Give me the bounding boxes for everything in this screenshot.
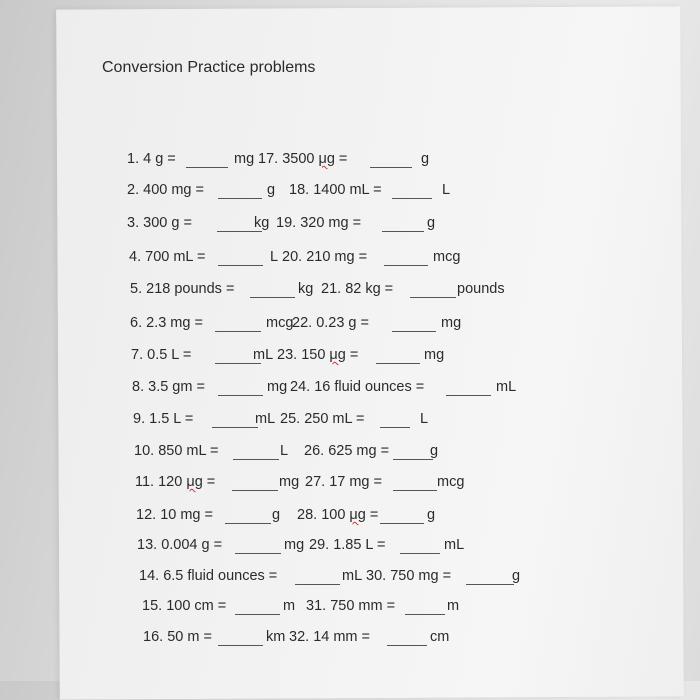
problem-value: 3500	[282, 151, 315, 167]
left-problem	[130, 315, 203, 331]
target-unit: mcg	[266, 315, 294, 331]
left-problem	[143, 629, 212, 645]
answer-blank[interactable]	[218, 394, 263, 396]
target-unit: pounds	[457, 281, 505, 297]
right-problem	[276, 215, 361, 231]
problem-row	[0, 182, 700, 200]
problem-value: 0.5 L =	[147, 347, 192, 363]
answer-blank[interactable]	[235, 552, 281, 554]
right-problem	[289, 182, 382, 198]
problem-number: 13.	[137, 537, 162, 553]
problem-row	[0, 598, 700, 616]
answer-blank[interactable]	[370, 166, 412, 168]
problem-value: 300 g =	[143, 215, 192, 231]
problem-value: 150	[301, 347, 326, 363]
problem-row	[0, 379, 700, 397]
right-problem	[306, 598, 395, 614]
problem-number: 6.	[130, 315, 147, 331]
problem-number: 9.	[133, 411, 150, 427]
problem-number: 19.	[276, 215, 301, 231]
answer-blank[interactable]	[384, 264, 428, 266]
target-unit: mL	[255, 411, 276, 427]
equals-sign: =	[202, 474, 216, 490]
problem-row	[0, 568, 700, 586]
problem-number: 17.	[258, 151, 283, 167]
right-problem	[290, 379, 424, 395]
target-unit: mg	[424, 347, 445, 363]
target-unit: g	[421, 151, 430, 167]
problem-value: 400 mg =	[143, 182, 204, 198]
right-problem	[297, 507, 378, 523]
problem-value: 850 mL =	[158, 443, 219, 459]
answer-blank[interactable]	[405, 613, 445, 615]
problem-row	[0, 507, 700, 525]
equals-sign: =	[334, 151, 348, 167]
problem-value: 0.004 g =	[161, 537, 223, 553]
microgram-unit: μg	[329, 347, 346, 363]
right-problem	[304, 443, 389, 459]
problem-value: 50 m =	[167, 629, 212, 645]
target-unit: g	[427, 215, 436, 231]
problem-value: 250 mL =	[304, 411, 365, 427]
answer-blank[interactable]	[218, 644, 263, 646]
left-problem	[129, 249, 205, 265]
problem-value: 120	[158, 474, 183, 490]
target-unit: g	[512, 568, 521, 584]
problem-number: 18.	[289, 182, 314, 198]
right-problem	[366, 568, 451, 584]
right-problem	[277, 347, 358, 363]
left-problem	[139, 568, 277, 584]
target-unit: g	[272, 507, 281, 523]
target-unit: mg	[234, 151, 255, 167]
answer-blank[interactable]	[218, 264, 263, 266]
right-problem	[292, 315, 369, 331]
answer-blank[interactable]	[250, 296, 295, 298]
problem-number: 25.	[280, 411, 305, 427]
target-unit: g	[267, 182, 276, 198]
target-unit: g	[430, 443, 439, 459]
answer-blank[interactable]	[225, 522, 271, 524]
target-unit: km	[266, 629, 286, 645]
problem-row	[0, 411, 700, 429]
problem-row	[0, 215, 700, 233]
problem-value: 17 mg =	[329, 474, 382, 490]
problem-number: 4.	[129, 249, 146, 265]
problem-value: 0.23 g =	[316, 315, 369, 331]
problem-row	[0, 443, 700, 461]
problem-row	[0, 151, 700, 169]
problem-number: 14.	[139, 568, 164, 584]
right-problem	[305, 474, 382, 490]
target-unit: mcg	[433, 249, 461, 265]
answer-blank[interactable]	[232, 489, 278, 491]
answer-blank[interactable]	[218, 197, 262, 199]
target-unit: mL	[444, 537, 465, 553]
answer-blank[interactable]	[393, 458, 433, 460]
problem-value: 1.5 L =	[149, 411, 194, 427]
left-problem	[130, 281, 234, 297]
problem-value: 3.5 gm =	[148, 379, 205, 395]
right-problem	[309, 537, 385, 553]
problem-number: 27.	[305, 474, 330, 490]
answer-blank[interactable]	[446, 394, 491, 396]
right-problem	[282, 249, 367, 265]
problem-number: 32.	[289, 629, 314, 645]
target-unit: cm	[430, 629, 450, 645]
problem-number: 3.	[127, 215, 144, 231]
right-problem	[258, 151, 347, 167]
answer-blank[interactable]	[410, 296, 456, 298]
left-problem	[127, 182, 204, 198]
problem-value: 6.5 fluid ounces =	[163, 568, 278, 584]
target-unit: L	[280, 443, 289, 459]
answer-blank[interactable]	[380, 522, 424, 524]
problem-number: 8.	[132, 379, 149, 395]
answer-blank[interactable]	[466, 583, 514, 585]
problem-value: 625 mg =	[328, 443, 390, 459]
problem-number: 11.	[135, 474, 159, 490]
answer-blank[interactable]	[295, 583, 340, 585]
target-unit: mg	[284, 537, 305, 553]
problem-value: 2.3 mg =	[146, 315, 203, 331]
problem-value: 1400 mL =	[313, 182, 382, 198]
answer-blank[interactable]	[382, 230, 424, 232]
target-unit: kg	[254, 215, 270, 231]
target-unit: mg	[267, 379, 288, 395]
problem-row	[0, 629, 700, 647]
target-unit: mL	[253, 347, 274, 363]
problem-number: 31.	[306, 598, 331, 614]
problem-value: 320 mg =	[300, 215, 362, 231]
problem-value: 700 mL =	[145, 249, 206, 265]
left-problem	[133, 411, 193, 427]
answer-blank[interactable]	[393, 489, 437, 491]
problem-value: 1.85 L =	[333, 537, 386, 553]
microgram-unit: μg	[318, 151, 335, 167]
problem-row	[0, 249, 700, 267]
left-problem	[134, 443, 219, 459]
problem-number: 29.	[309, 537, 334, 553]
right-problem	[289, 629, 370, 645]
problem-value: 14 mm =	[313, 629, 370, 645]
left-problem	[127, 151, 176, 167]
problem-value: 82 kg =	[345, 281, 394, 297]
target-unit: mcg	[437, 474, 465, 490]
answer-blank[interactable]	[376, 362, 420, 364]
problem-number: 26.	[304, 443, 329, 459]
problem-number: 2.	[127, 182, 144, 198]
problem-value: 750 mm =	[330, 598, 396, 614]
problem-row	[0, 281, 700, 299]
problem-number: 12.	[136, 507, 161, 523]
answer-blank[interactable]	[392, 197, 432, 199]
left-problem	[135, 474, 215, 490]
answer-blank[interactable]	[235, 613, 280, 615]
problem-number: 22.	[292, 315, 317, 331]
left-problem	[132, 379, 205, 395]
target-unit: mg	[441, 315, 462, 331]
left-problem	[131, 347, 191, 363]
target-unit: mg	[279, 474, 300, 490]
left-problem	[127, 215, 192, 231]
answer-blank[interactable]	[212, 426, 258, 428]
problem-number: 30.	[366, 568, 391, 584]
target-unit: L	[270, 249, 279, 265]
answer-blank[interactable]	[215, 330, 261, 332]
microgram-unit: μg	[349, 507, 366, 523]
page-title: Conversion Practice problems	[102, 59, 316, 76]
target-unit: L	[442, 182, 451, 198]
problem-number: 24.	[290, 379, 315, 395]
answer-blank[interactable]	[392, 330, 436, 332]
problem-number: 10.	[134, 443, 159, 459]
right-problem	[321, 281, 393, 297]
left-problem	[142, 598, 226, 614]
right-problem	[280, 411, 365, 427]
problem-number: 20.	[282, 249, 307, 265]
problem-number: 15.	[142, 598, 167, 614]
problem-number: 7.	[131, 347, 148, 363]
problem-value: 10 mg =	[160, 507, 213, 523]
equals-sign: =	[345, 347, 359, 363]
target-unit: m	[447, 598, 460, 614]
microgram-unit: μg	[186, 474, 203, 490]
target-unit: mL	[342, 568, 363, 584]
problem-row	[0, 347, 700, 365]
left-problem	[136, 507, 213, 523]
problem-number: 23.	[277, 347, 302, 363]
answer-blank[interactable]	[387, 644, 427, 646]
problem-value: 4 g =	[143, 151, 176, 167]
equals-sign: =	[365, 507, 379, 523]
problem-number: 21.	[321, 281, 346, 297]
problem-number: 1.	[127, 151, 144, 167]
problem-value: 100	[321, 507, 346, 523]
target-unit: kg	[298, 281, 314, 297]
problem-value: 100 cm =	[166, 598, 227, 614]
problem-number: 16.	[143, 629, 168, 645]
problem-row	[0, 537, 700, 555]
answer-blank[interactable]	[400, 552, 440, 554]
problem-row	[0, 315, 700, 333]
problem-value: 750 mg =	[390, 568, 452, 584]
problem-value: 210 mg =	[306, 249, 368, 265]
target-unit: g	[427, 507, 436, 523]
target-unit: m	[283, 598, 296, 614]
problem-number: 5.	[130, 281, 147, 297]
left-problem	[137, 537, 222, 553]
problem-value: 16 fluid ounces =	[314, 379, 425, 395]
target-unit: mL	[496, 379, 517, 395]
problem-row	[0, 474, 700, 492]
target-unit: L	[420, 411, 429, 427]
answer-blank[interactable]	[186, 166, 228, 168]
problem-value: 218 pounds =	[146, 281, 235, 297]
answer-blank[interactable]	[380, 426, 410, 428]
answer-blank[interactable]	[233, 458, 279, 460]
problem-number: 28.	[297, 507, 322, 523]
